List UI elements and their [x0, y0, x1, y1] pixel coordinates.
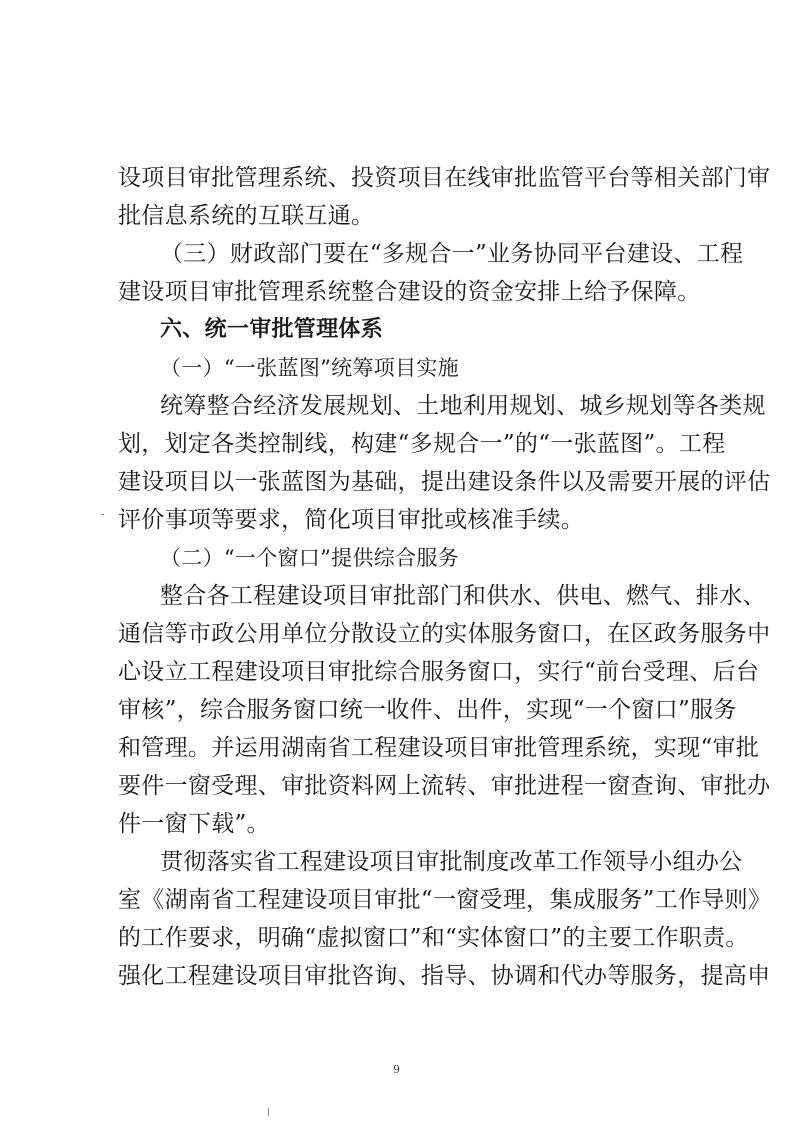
body-text-line: 心设立工程建设项目审批综合服务窗口，实行“前台受理、后台 [118, 659, 760, 685]
paragraph-start: （三）财政部门要在“多规合一”业务协同平台建设、工程 [160, 241, 744, 267]
paragraph-start: 统筹整合经济发展规划、土地利用规划、城乡规划等各类规 [160, 393, 766, 419]
body-text-line: 划，划定各类控制线，构建“多规合一”的“一张蓝图”。工程 [118, 431, 726, 457]
scan-speck [268, 1108, 269, 1116]
paragraph-start: 贯彻落实省工程建设项目审批制度改革工作领导小组办公 [160, 849, 743, 875]
body-text-line: 建设项目审批管理系统整合建设的资金安排上给予保障。 [118, 279, 701, 305]
paragraph-start: 整合各工程建设项目审批部门和供水、供电、燃气、排水、 [160, 583, 766, 609]
body-text-line: 件一窗下载”。 [118, 811, 270, 837]
body-text-line: 设项目审批管理系统、投资项目在线审批监管平台等相关部门审 [118, 165, 771, 191]
body-text-line: 审核”，综合服务窗口统一收件、出件，实现“一个窗口”服务 [118, 697, 737, 723]
body-text-line: 强化工程建设项目审批咨询、指导、协调和代办等服务，提高申 [118, 963, 771, 989]
body-text-line: 室《湖南省工程建设项目审批“一窗受理，集成服务”工作导则》 [118, 887, 772, 913]
body-text-line: 建设项目以一张蓝图为基础，提出建设条件以及需要开展的评估 [118, 469, 771, 495]
body-text-line: 评价事项等要求，简化项目审批或核准手续。 [118, 507, 584, 533]
body-text-line: 要件一窗受理、审批资料网上流转、审批进程一窗查询、审批办 [118, 773, 771, 799]
body-text-line: 和管理。并运用湖南省工程建设项目审批管理系统，实现“审批 [118, 735, 760, 761]
body-text-line: 批信息系统的互联互通。 [118, 203, 375, 229]
body-text-line: 通信等市政公用单位分散设立的实体服务窗口，在区政务服务中 [118, 621, 771, 647]
page-number: 9 [393, 1063, 400, 1076]
section-heading: 六、统一审批管理体系 [160, 317, 384, 342]
subsection-heading: （二）“一个窗口”提供综合服务 [160, 546, 459, 570]
subsection-heading: （一）“一张蓝图”统筹项目实施 [160, 356, 459, 380]
body-text-line: 的工作要求，明确“虚拟窗口”和“实体窗口”的主要工作职责。 [118, 925, 749, 951]
scan-speck [101, 514, 104, 515]
